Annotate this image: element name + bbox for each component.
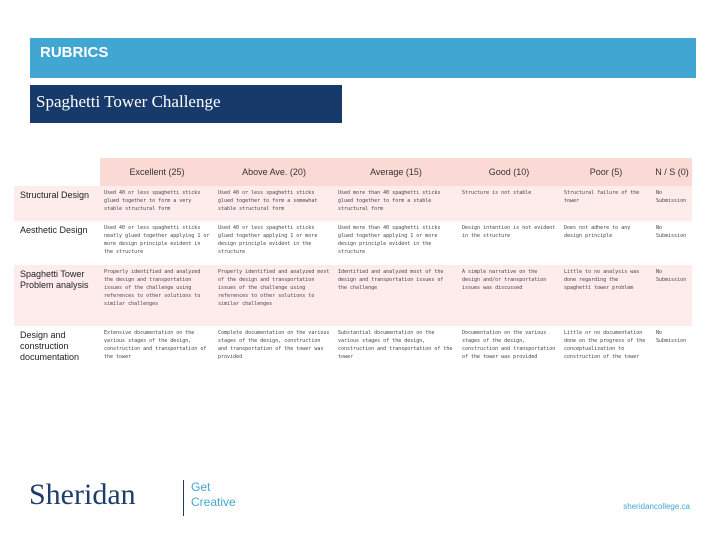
column-header: N / S (0) [652,158,692,186]
table-cell: No Submission [652,221,692,265]
table-cell: Used more than 40 spaghetti sticks glued together applying 1 or more design principle evident in the structure [334,221,458,265]
rubric-table [14,158,692,382]
table-cell: Properly identified and analyzed the design and transportation issues of the challenge using references to other solutions to similar challenges [100,265,214,326]
column-header: Above Ave. (20) [214,158,334,186]
table-cell: Little or no documentation done on the progress of the conceptualization to construction of the tower [560,326,652,382]
table-cell: Structure is not stable [458,186,560,221]
table-cell: No Submission [652,265,692,326]
table-cell: Substantial documentation on the various stages of the design, construction and transportation of the tower [334,326,458,382]
logo-tagline: Get Creative [191,480,236,509]
table-cell: Structural failure of the tower [560,186,652,221]
table-cell: Does not adhere to any design principle [560,221,652,265]
row-criterion: Aesthetic Design [14,221,100,265]
column-header: Good (10) [458,158,560,186]
table-cell: Used 40 or less spaghetti sticks glued together to form a somewhat stable structural form [214,186,334,221]
table-cell: Used more than 40 spaghetti sticks glued together to form a stable structural form [334,186,458,221]
table-cell: Used 40 or less spaghetti sticks glued together applying 1 or more design principle evident in the structure [214,221,334,265]
table-cell: Used 40 or less spaghetti sticks neatly glued together applying 1 or more design principle evident in the structure [100,221,214,265]
column-header: Excellent (25) [100,158,214,186]
column-header: Average (15) [334,158,458,186]
header-corner-cell [14,158,100,186]
row-criterion: Spaghetti Tower Problem analysis [14,265,100,326]
logo-divider [183,480,184,516]
table-cell: Properly identified and analyzed most of the design and transportation issues of the challenge using references to other solutions to similar challenges [214,265,334,326]
row-criterion: Structural Design [14,186,100,221]
page-title: Spaghetti Tower Challenge [36,92,221,111]
table-cell: No Submission [652,326,692,382]
table-cell: Little to no analysis was done regarding the spaghetti tower problem [560,265,652,326]
table-cell: A simple narrative on the design and/or transportation issues was discussed [458,265,560,326]
table-cell: Documentation on the various stages of the design, construction and transportation of the tower was provided [458,326,560,382]
page-title-box [30,85,342,123]
table-row [14,326,692,382]
section-header-bar [30,38,696,78]
table-cell: No Submission [652,186,692,221]
section-header-label: RUBRICS [40,44,109,61]
table-cell: Used 40 or less spaghetti sticks glued together to form a very stable structural form [100,186,214,221]
table-row [14,186,692,221]
row-criterion: Design and construction documentation [14,326,100,382]
table-row [14,265,692,326]
table-row [14,221,692,265]
table-cell: Identified and analyzed most of the design and transportation issues of the challenge [334,265,458,326]
footer-url: sheridancollege.ca [623,502,690,511]
column-header: Poor (5) [560,158,652,186]
rubric-header-row [14,158,692,186]
table-cell: Design intention is not evident in the structure [458,221,560,265]
table-cell: Extensive documentation on the various stages of the design, construction and transportation of the tower [100,326,214,382]
table-cell: Complete documentation on the various stages of the design, construction and transportation of the tower was provided [214,326,334,382]
logo-name: Sheridan [29,478,136,511]
